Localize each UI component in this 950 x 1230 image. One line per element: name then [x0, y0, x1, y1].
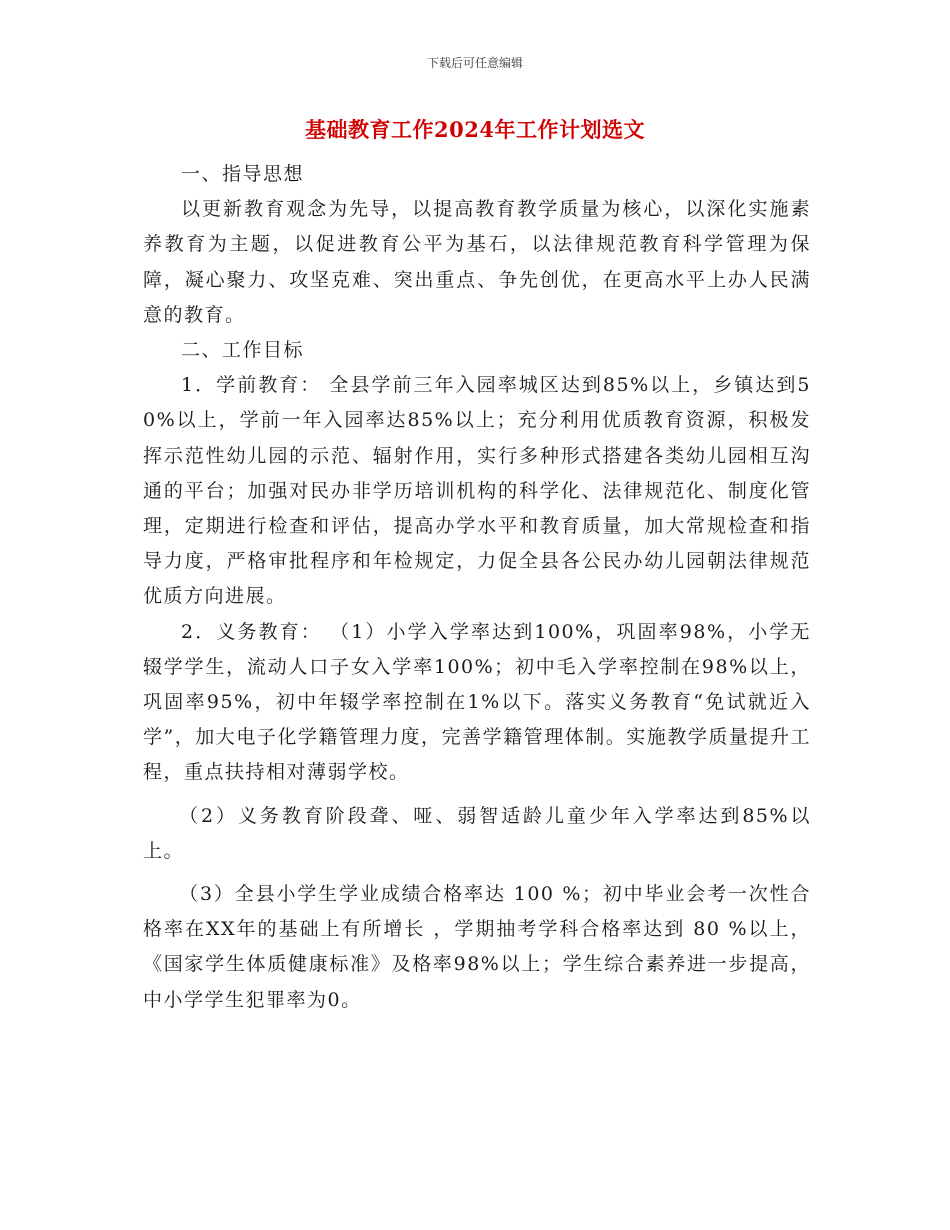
- paragraph-guiding-ideology: 以更新教育观念为先导，以提高教育教学质量为核心，以深化实施素养教育为主题，以促进教育公平为基石，以法律规范教育科学管理为保障，凝心聚力、攻坚克难、突出重点、争先创优，在更高水平上办人民满意的教育。: [143, 198, 811, 326]
- document-body: [143, 157, 811, 1018]
- section-heading-work-goals: 二、工作目标: [181, 339, 305, 362]
- paragraph-academic-performance: （3）全县小学生学业成绩合格率达 100 %；初中毕业会考一次性合格率在XX年的基础上有所增长 ，学期抽考学科合格率达到 80 %以上，《国家学生体质健康标准》及格率98%以上；学生综合素养进一步提高，中小学学生犯罪率为0。: [143, 883, 811, 1011]
- paragraph-preschool-education: 1．学前教育： 全县学前三年入园率城区达到85%以上，乡镇达到50%以上，学前一年入园率达85%以上；充分利用优质教育资源，积极发挥示范性幼儿园的示范、辐射作用，实行多种形式搭建各类幼儿园相互沟通的平台；加强对民办非学历培训机构的科学化、法律规范化、制度化管理，定期进行检查和评估，提高办学水平和教育质量，加大常规检查和指导力度，严格审批程序和年检规定，力促全县各公民办幼儿园朝法律规范优质方向进展。: [143, 374, 811, 608]
- section-heading-guiding-ideology: 一、指导思想: [181, 163, 305, 185]
- document-title: 基础教育工作2024年工作计划选文: [305, 117, 645, 142]
- paragraph-compulsory-education: 2．义务教育： （1）小学入学率达到100%，巩固率98%，小学无辍学学生，流动人口子女入学率100%；初中毛入学率控制在98%以上，巩固率95%，初中年辍学率控制在1%以下。落实义务教育“免试就近入学”，加大电子化学籍管理力度，完善学籍管理体制。实施教学质量提升工程，重点扶持相对薄弱学校。: [143, 620, 811, 784]
- paragraph-special-education: （2）义务教育阶段聋、哑、弱智适龄儿童少年入学率达到85%以上。: [143, 804, 811, 862]
- header-note: 下载后可任意编辑: [426, 56, 523, 70]
